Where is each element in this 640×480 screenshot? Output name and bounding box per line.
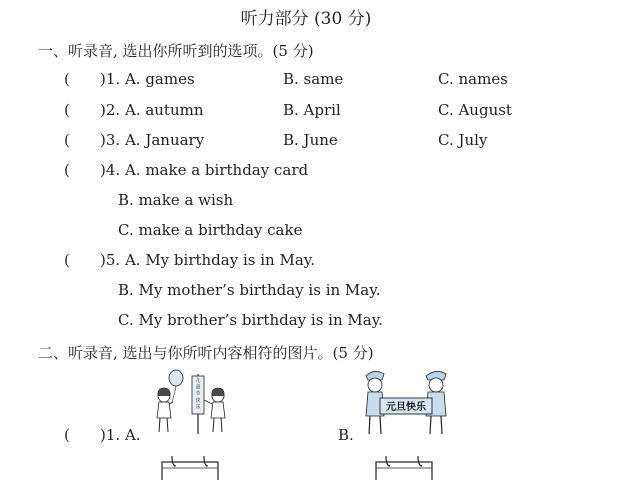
banner-text: 元旦快乐 <box>386 402 426 413</box>
answer-blank-open: ( <box>64 70 70 88</box>
q3-option-c: C. July <box>438 131 488 149</box>
answer-blank-open: ( <box>64 426 70 444</box>
page-title: 听力部分 (30 分) <box>240 9 372 29</box>
q5-option-a <box>100 251 315 269</box>
answer-blank-open: ( <box>64 161 70 179</box>
answer-blank-open: ( <box>64 101 70 119</box>
q2-option-c: C. August <box>438 101 512 119</box>
q5-option-c: C. My brother’s birthday is in May. <box>118 311 383 329</box>
q3-option-a <box>100 131 204 149</box>
q3-option-b: B. June <box>283 131 338 149</box>
q1-option-c: C. names <box>438 70 508 88</box>
q5-number: )5. <box>100 251 121 269</box>
q1-option-a <box>100 70 195 88</box>
s2-q1-number: )1. <box>100 426 121 444</box>
q5-option-b: B. My mother’s birthday is in May. <box>118 281 381 299</box>
calendar-icon <box>160 452 220 480</box>
sign-text: 儿童节快乐 <box>195 378 201 411</box>
q4-option-b: B. make a wish <box>118 191 234 209</box>
answer-blank-open: ( <box>64 131 70 149</box>
q4-a-text: A. make a birthday card <box>124 161 309 179</box>
q2-option-b: B. April <box>283 101 341 119</box>
q3-number: )3. <box>100 131 121 149</box>
q5-a-text: A. My birthday is in May. <box>124 251 316 269</box>
q1-a-text: A. games <box>124 70 195 88</box>
s2-q1-label <box>100 426 141 444</box>
q3-a-text: A. January <box>124 131 205 149</box>
balloon-icon <box>169 370 183 386</box>
q1-number: )1. <box>100 70 121 88</box>
q4-option-a <box>100 161 308 179</box>
q2-number: )2. <box>100 101 121 119</box>
q4-option-c: C. make a birthday cake <box>118 221 303 239</box>
picture-a-childrens-day <box>148 366 232 438</box>
section1-heading: 一、听录音, 选出你所听到的选项。(5 分) <box>38 42 314 60</box>
section2-heading: 二、听录音, 选出与你所听内容相符的图片。(5 分) <box>38 344 374 362</box>
q2-a-text: A. autumn <box>124 101 204 119</box>
s2-q1-b-label: B. <box>338 426 354 444</box>
calendar-icon <box>374 452 434 480</box>
s2-q1-a-label: A. <box>124 426 141 444</box>
q4-number: )4. <box>100 161 121 179</box>
answer-blank-open: ( <box>64 251 70 269</box>
q1-option-b: B. same <box>283 70 344 88</box>
picture-b-new-year <box>358 368 454 440</box>
q2-option-a <box>100 101 204 119</box>
